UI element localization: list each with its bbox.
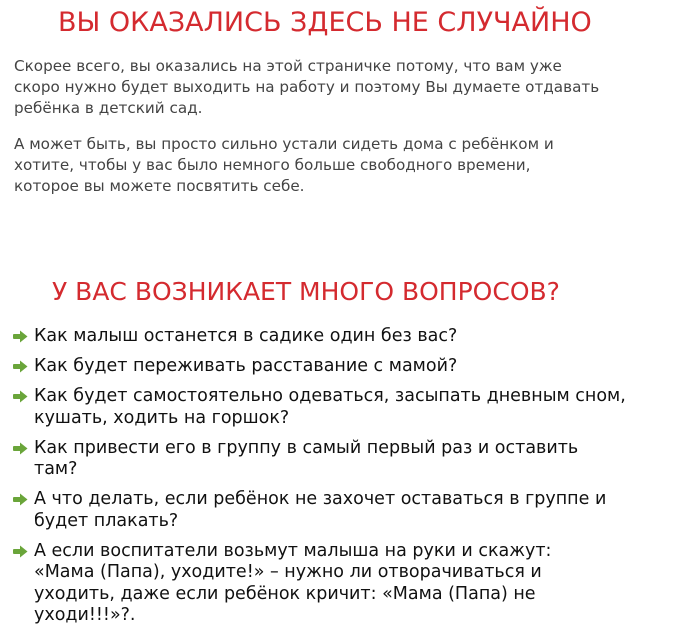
paragraph-line: А может быть, вы просто сильно устали сидеть дома с ребёнком и: [14, 135, 554, 153]
section-heading-not-by-chance: ВЫ ОКАЗАЛИСЬ ЗДЕСЬ НЕ СЛУЧАЙНО: [58, 7, 592, 38]
question-line: Как малыш останется в садике один без вас?: [34, 326, 458, 346]
paragraph-line: которое вы можете посвятить себе.: [14, 177, 305, 195]
question-line: Как будет самостоятельно одеваться, засыпать дневным сном,: [34, 386, 626, 406]
question-line: А если воспитатели возьмут малыша на руки и скажут:: [34, 540, 552, 561]
question-item: [10, 489, 678, 532]
paragraph-line: скоро нужно будет выходить на работу и поэтому Вы думаете отдавать: [14, 78, 600, 96]
green-arrow-icon: [12, 390, 28, 403]
question-line: уходить, даже если ребёнок кричит: «Мама (Папа) не: [34, 583, 536, 604]
question-item: [10, 438, 678, 481]
question-line: Как привести его в группу в самый первый раз и оставить: [34, 437, 579, 458]
question-line: уходи!!!»?.: [34, 605, 136, 625]
paragraph-line: Скорее всего, вы оказались на этой страничке потому, что вам уже: [14, 57, 562, 75]
question-item: [10, 541, 678, 627]
paragraph-line: хотите, чтобы у вас было немного больше свободного времени,: [14, 156, 531, 174]
question-line: там?: [34, 459, 78, 479]
question-item: [10, 386, 678, 429]
question-line: «Мама (Папа), уходите!» – нужно ли отворачиваться и: [34, 562, 542, 582]
question-line: А что делать, если ребёнок не захочет оставаться в группе и: [34, 489, 607, 509]
question-item: [10, 326, 678, 348]
question-item: [10, 356, 678, 378]
green-arrow-icon: [12, 360, 28, 373]
green-arrow-icon: [12, 442, 28, 455]
intro-paragraph-2: [14, 134, 676, 197]
question-line: кушать, ходить на горшок?: [34, 407, 290, 428]
intro-paragraph-1: [14, 56, 676, 119]
green-arrow-icon: [12, 493, 28, 506]
paragraph-line: ребёнка в детский сад.: [14, 99, 203, 117]
green-arrow-icon: [12, 330, 28, 343]
question-line: будет плакать?: [34, 510, 179, 531]
questions-list: [10, 326, 678, 635]
section-heading-many-questions: У ВАС ВОЗНИКАЕТ МНОГО ВОПРОСОВ?: [52, 277, 560, 306]
green-arrow-icon: [12, 545, 28, 558]
question-line: Как будет переживать расставание с мамой?: [34, 356, 458, 376]
